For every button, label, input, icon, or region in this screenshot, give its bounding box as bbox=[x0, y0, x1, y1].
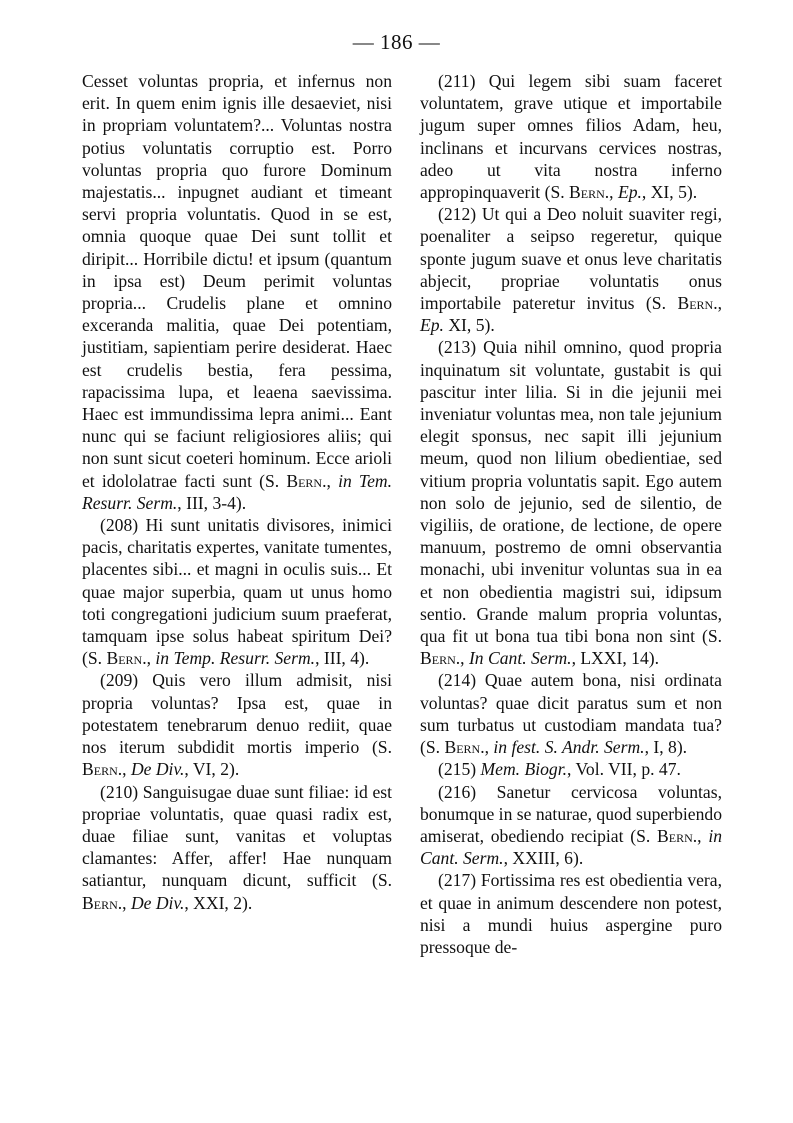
paragraph-p209 bbox=[82, 669, 392, 780]
text-run: in Cant. Serm. bbox=[420, 825, 722, 869]
text-run: , XXI, 2). bbox=[184, 892, 253, 913]
paragraph-p207-cont bbox=[82, 70, 392, 514]
text-run: Bern. bbox=[82, 759, 123, 780]
text-run: Bern. bbox=[444, 737, 485, 758]
text-run: (213) Quia nihil omnino, quod propria inquinatum sit voluntate, gustabit is qui pascitur inter lilia. Si in die jejunii mei inveniatur voluntas mea, non tale jejunium elegit sponsus, nec sapit illi jejunium meum, quod non lilium obedientiae, sed vitium propria voluntatis sapit. Ego autem non solo de jejunio, sed de silentio, de vigiliis, de oratione, de lectione, de opere manuum, postremo de omni observantia monachi, ubi invenitur voluntas sua in ea et non obedientia magistri sui, idipsum sentio. Grande malum propria voluntas, qua fit ut bona tua tibi bona non sint (S. bbox=[420, 337, 722, 647]
text-run: , VI, 2). bbox=[184, 759, 240, 780]
page-number: — 186 — bbox=[352, 30, 441, 54]
text-run: , bbox=[609, 182, 618, 203]
text-run: Cesset voluntas propria, et infernus non erit. In quem enim ignis ille desaeviet, nisi in propriam voluntatem?... Voluntas nostra potius voluntatis corruptio est. Porro voluntas propria quo furore Dominum majestatis... inpugnet audiant et timeant servi propria voluntatis. Quod in se est, omnia quoque quae Dei sunt tollit et diripit... Horribile dictu! et ipsum (quantum in ipsa est) Deum perimit voluntas propria... Crudelis plane et omnino exceranda malitia, quae Dei potentiam, justitiam, sapientiam perire desiderat. Haec est crudelis bestia, fera pessima, rapacissima lupa, et leaena saevissima. Haec est immundissima lepra animi... Eant nunc qui se faciunt religiosiores aliis; qui non sunt sicut coeteri hominum. Ecce arioli et idololatrae facti sunt (S. bbox=[82, 71, 392, 491]
paragraph-p211 bbox=[420, 70, 722, 203]
text-run: (217) Fortissima res est obedientia vera, et quae in animum descendere non potest, nisi a mundi huius aspergine puro pressoque de- bbox=[420, 870, 722, 957]
text-run: Bern. bbox=[420, 648, 461, 669]
text-run: (214) Quae autem bona, nisi ordinata voluntas? quae dicit paratus sum et non sum turbatus ut custodiam mandata tua? (S. bbox=[420, 670, 722, 758]
text-run: De Div. bbox=[130, 892, 185, 913]
text-run: , bbox=[717, 293, 722, 314]
text-run: , bbox=[122, 892, 131, 913]
paragraph-p215 bbox=[420, 758, 722, 780]
text-run: (211) Qui legem sibi suam faceret voluntatem, grave utique et importabile jugum super omnes filios Adam, heu, inclinans et incurvans cervices nostras, adeo ut vita nostra inferno appropinquaverit (S. bbox=[420, 71, 722, 203]
text-run: in Tem. Resurr. Serm. bbox=[82, 470, 392, 513]
text-run: (210) Sanguisugae duae sunt filiae: id est propriae voluntatis, quae quasi radix est, duae filiae sunt, vanitas et voluptas clamantes: Affer, affer! Hae nunquam satiantur, nunquam dicunt, sufficit (S. bbox=[82, 781, 392, 891]
text-run: In Cant. Serm. bbox=[468, 648, 572, 669]
text-run: (212) Ut qui a Deo noluit suaviter regi, poenaliter a seipso regeretur, quique sponte jugum suave et onus leve charitatis abjecit, propriae voluntatis onus importabile pateretur invitus (S. bbox=[420, 204, 722, 314]
paragraph-p217 bbox=[420, 869, 722, 958]
text-run: Bern. bbox=[569, 182, 610, 203]
text-run: (215) bbox=[438, 759, 481, 780]
text-run: , XI, 5). bbox=[641, 182, 698, 203]
text-run: in Temp. Resurr. Serm. bbox=[155, 648, 316, 669]
text-run: , bbox=[326, 470, 339, 491]
paragraph-p216 bbox=[420, 781, 722, 870]
text-run: , bbox=[697, 825, 709, 846]
text-run: , bbox=[122, 759, 131, 780]
text-run: , Vol. VII, p. 47. bbox=[567, 759, 681, 780]
paragraph-p208 bbox=[82, 514, 392, 669]
text-run: , bbox=[460, 648, 469, 669]
text-run: in fest. S. Andr. Serm. bbox=[493, 737, 645, 758]
text-run: , LXXI, 14). bbox=[571, 648, 660, 669]
paragraph-p210 bbox=[82, 781, 392, 914]
text-run: Mem. Biogr. bbox=[480, 759, 568, 780]
text-run: XI, 5). bbox=[443, 315, 495, 336]
text-run: , III, 4). bbox=[315, 648, 370, 669]
text-run: Ep. bbox=[420, 315, 444, 336]
left-column bbox=[82, 70, 392, 914]
text-run: , bbox=[146, 648, 156, 669]
text-run: (208) Hi sunt unitatis divisores, inimici pacis, charitatis expertes, vanitate tumentes, placentes sibi... et magni in oculis suis... Et quae major superbia, quam ut unus homo toti congregationi judicium suum praeferat, tamquam ipse solus habeat spiritum Dei? (S. bbox=[82, 515, 392, 669]
text-run: (209) Quis vero illum admisit, nisi propria voluntas? Ipsa est, quae in potestatem tenebrarum denuo rediit, quae nos iterum subdidit mortis imperio (S. bbox=[82, 670, 392, 758]
text-run: Bern. bbox=[106, 648, 147, 669]
text-run: Bern. bbox=[82, 892, 123, 913]
text-run: , I, 8). bbox=[644, 737, 688, 758]
text-run: De Div. bbox=[130, 759, 185, 780]
text-run: Bern. bbox=[657, 825, 698, 846]
text-run: Bern. bbox=[677, 293, 718, 314]
paragraph-p213 bbox=[420, 336, 722, 669]
paragraph-p214 bbox=[420, 669, 722, 758]
text-run: (216) Sanetur cervicosa voluntas, bonumque in se naturae, quod superbiendo amiserat, obediendo recipiat (S. bbox=[420, 781, 722, 846]
text-run: , III, 3-4). bbox=[177, 492, 247, 513]
text-run: , bbox=[484, 737, 494, 758]
text-run: , XXIII, 6). bbox=[503, 848, 584, 869]
paragraph-p212 bbox=[420, 203, 722, 336]
text-run: Bern. bbox=[286, 470, 327, 491]
right-column bbox=[420, 70, 722, 958]
text-run: Ep. bbox=[617, 182, 642, 203]
